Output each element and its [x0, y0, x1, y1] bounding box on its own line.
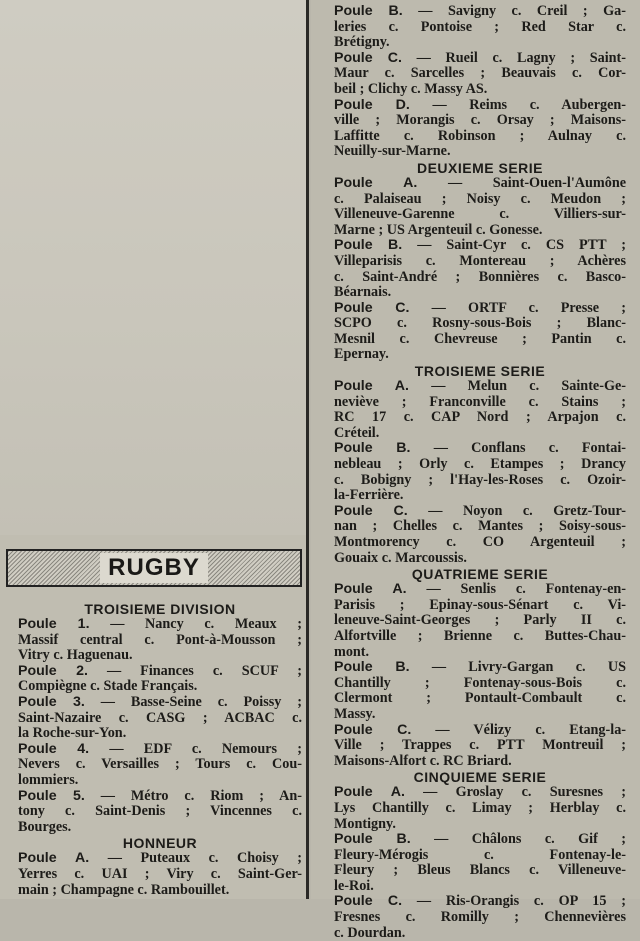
series-heading: HONNEUR — [122, 835, 198, 852]
poule-text: — Métro c. Riom ; An- — [100, 787, 302, 804]
poule-line — [18, 757, 302, 773]
blank-paper-area — [0, 0, 307, 535]
poule-line — [18, 695, 302, 711]
series-heading: TROISIEME SERIE — [414, 363, 546, 380]
section-title: RUGBY — [100, 553, 208, 583]
poule-line — [334, 785, 626, 801]
poule-text: Saint-Nazaire c. CASG ; ACBAC c. — [18, 709, 302, 726]
poule-line — [334, 238, 626, 254]
poule-text: Ville ; Trappes c. PTT Montreuil ; — [334, 737, 626, 754]
poule-text: RC 17 c. CAP Nord ; Arpajon c. — [334, 409, 626, 426]
poule-text: Béarnais. — [334, 284, 392, 301]
poule-text: Fresnes c. Romilly ; Chennevières — [334, 909, 626, 926]
poule-line — [334, 551, 626, 567]
poule-label: Poule D. — [334, 96, 410, 113]
poule-text: Créteil. — [334, 424, 380, 441]
poule-text: nan ; Chelles c. Mantes ; Soisy-sous- — [334, 518, 626, 535]
poule-line — [18, 742, 302, 758]
right-results-block — [334, 4, 626, 941]
poule-line — [334, 660, 626, 676]
poule-line — [334, 301, 626, 317]
poule-text: Parisis ; Epinay-sous-Sénart c. Vi- — [334, 596, 626, 613]
poule-text: Fleury-Mérogis c. Fontenay-le- — [334, 846, 626, 863]
poule-text: c. Palaiseau ; Noisy c. Meudon ; — [334, 190, 626, 207]
poule-line — [334, 613, 626, 629]
poule-line — [334, 457, 626, 473]
poule-text: lommiers. — [18, 771, 79, 788]
poule-text: Marne ; US Argenteuil c. Gonesse. — [334, 221, 543, 238]
series-heading: TROISIEME DIVISION — [84, 601, 236, 617]
poule-line — [334, 35, 626, 51]
poule-line — [334, 441, 626, 457]
poule-line — [334, 113, 626, 129]
series-heading: DEUXIEME SERIE — [416, 159, 544, 176]
poule-line — [334, 754, 626, 770]
poule-text: — Rueil c. Lagny ; Saint- — [416, 49, 626, 66]
poule-text: tony c. Saint-Denis ; Vincennes c. — [18, 803, 302, 820]
poule-line — [18, 804, 302, 820]
poule-line — [334, 82, 626, 98]
poule-text: mont. — [334, 643, 370, 660]
poule-text: Montmorency c. CO Argenteuil ; — [334, 534, 626, 550]
poule-line — [334, 738, 626, 754]
poule-line — [334, 910, 626, 926]
poule-label: Poule B. — [334, 3, 403, 19]
poule-text: Maisons-Alfort c. RC Briard. — [334, 752, 512, 769]
poule-text: ville ; Morangis c. Orsay ; Maisons- — [334, 112, 626, 129]
poule-line — [334, 629, 626, 645]
poule-text: Massy. — [334, 705, 376, 722]
poule-label: Poule B. — [334, 659, 410, 676]
poule-line — [334, 676, 626, 692]
poule-line — [334, 285, 626, 301]
poule-line — [334, 488, 626, 504]
poule-line — [334, 4, 626, 20]
poule-label: Poule 5. — [18, 787, 85, 804]
poule-text: la-Ferrière. — [334, 487, 404, 504]
poule-label: Poule C. — [334, 502, 408, 519]
poule-line — [18, 883, 302, 899]
poule-text: — Finances c. SCUF ; — [106, 662, 302, 679]
poule-line — [334, 817, 626, 833]
poule-label: Poule C. — [334, 49, 402, 66]
poule-text: Vitry c. Haguenau. — [18, 647, 133, 664]
poule-line — [18, 851, 302, 867]
poule-text: — Nancy c. Meaux ; — [110, 616, 303, 632]
poule-text: — Savigny c. Creil ; Ga- — [418, 3, 626, 19]
poule-line — [334, 129, 626, 145]
poule-line — [334, 598, 626, 614]
poule-text: — Vélizy c. Etang-la- — [435, 721, 627, 738]
poule-text: Villeneuve-Garenne c. Villiers-sur- — [334, 206, 626, 223]
poule-line — [18, 867, 302, 883]
poule-line — [334, 395, 626, 411]
series-heading: CINQUIEME SERIE — [413, 769, 547, 786]
poule-text: — Puteaux c. Choisy ; — [107, 850, 303, 867]
poule-text: Brétigny. — [334, 34, 390, 51]
poule-line — [18, 648, 302, 664]
poule-label: Poule B. — [334, 237, 403, 254]
poule-line — [334, 832, 626, 848]
poule-text: Massif central c. Pont-à-Mousson ; — [18, 631, 302, 648]
poule-line — [334, 863, 626, 879]
poule-line — [334, 848, 626, 864]
poule-line — [334, 20, 626, 36]
poule-line — [334, 410, 626, 426]
poule-text: — Reims c. Aubergen- — [432, 96, 626, 113]
rugby-banner — [6, 549, 302, 587]
poule-text: — Livry-Gargan c. US — [431, 659, 626, 676]
poule-line — [334, 879, 626, 895]
poule-text: — ORTF c. Presse ; — [431, 299, 627, 316]
poule-text: c. Dourdan. — [334, 924, 406, 941]
poule-text: le-Roi. — [334, 877, 374, 894]
poule-text: Epernay. — [334, 346, 389, 363]
poule-text: Compiègne c. Stade Français. — [18, 678, 198, 695]
poule-line — [334, 332, 626, 348]
poule-line — [334, 426, 626, 442]
poule-text: Nevers c. Versailles ; Tours c. Cou- — [18, 756, 302, 773]
column-rule — [306, 0, 309, 899]
poule-label: Poule A. — [18, 850, 90, 867]
poule-line — [334, 51, 626, 67]
poule-text: Clermont ; Pontault-Combault c. — [334, 690, 626, 707]
poule-text: — Basse-Seine c. Poissy ; — [100, 693, 302, 710]
poule-line — [334, 801, 626, 817]
left-results-block — [18, 601, 302, 898]
poule-line — [18, 820, 302, 836]
poule-line — [18, 773, 302, 789]
poule-label: Poule C. — [334, 299, 410, 316]
poule-text: SCPO c. Rosny-sous-Bois ; Blanc- — [334, 315, 626, 332]
poule-line — [334, 254, 626, 270]
poule-text: c. Bobigny ; l'Hay-les-Roses c. Ozoir- — [334, 471, 626, 488]
poule-line — [334, 582, 626, 598]
poule-line — [334, 270, 626, 286]
poule-line — [334, 707, 626, 723]
poule-label: Poule A. — [334, 784, 405, 801]
poule-text: Lys Chantilly c. Limay ; Herblay c. — [334, 799, 626, 816]
poule-label: Poule 2. — [18, 662, 88, 679]
poule-line — [334, 316, 626, 332]
poule-line — [334, 98, 626, 114]
poule-label: Poule C. — [334, 893, 403, 910]
poule-line — [18, 711, 302, 727]
poule-line — [334, 645, 626, 661]
poule-line — [18, 633, 302, 649]
poule-label: Poule B. — [334, 440, 411, 457]
poule-line — [334, 691, 626, 707]
poule-line — [334, 223, 626, 239]
poule-text: Gouaix c. Marcoussis. — [334, 549, 467, 566]
poule-label: Poule 1. — [18, 616, 90, 632]
poule-text: beil ; Clichy c. Massy AS. — [334, 80, 488, 97]
poule-text: Villeparisis c. Montereau ; Achères — [334, 252, 626, 269]
poule-line — [18, 679, 302, 695]
poule-text: neviève ; Franconville c. Stains ; — [334, 393, 626, 410]
poule-line — [18, 789, 302, 805]
poule-line — [334, 192, 626, 208]
poule-text: — Melun c. Sainte-Ge- — [431, 378, 626, 395]
poule-text: Maur c. Sarcelles ; Beauvais c. Cor- — [334, 65, 626, 82]
poule-text: Laffitte c. Robinson ; Aulnay c. — [334, 127, 626, 144]
poule-text: — Châlons c. Gif ; — [434, 831, 627, 848]
poule-text: Montigny. — [334, 815, 396, 832]
poule-text: la Roche-sur-Yon. — [18, 725, 127, 742]
poule-label: Poule A. — [334, 174, 418, 191]
series-heading: QUATRIEME SERIE — [411, 566, 549, 583]
poule-text: main ; Champagne c. Rambouillet. — [18, 881, 230, 898]
poule-line — [334, 379, 626, 395]
poule-line — [334, 176, 626, 192]
poule-line — [334, 144, 626, 160]
poule-line — [334, 66, 626, 82]
poule-text: c. Saint-André ; Bonnières c. Basco- — [334, 268, 626, 285]
poule-line — [334, 504, 626, 520]
poule-text: leneuve-Saint-Georges ; Parly II c. — [334, 612, 626, 629]
poule-text: — Groslay c. Suresnes ; — [423, 784, 626, 801]
poule-text: Mesnil c. Chevreuse ; Pantin c. — [334, 330, 626, 347]
poule-text: — Saint-Cyr c. CS PTT ; — [417, 237, 627, 254]
poule-label: Poule B. — [334, 831, 411, 848]
poule-line — [334, 473, 626, 489]
poule-text: Bourges. — [18, 818, 72, 835]
poule-label: Poule 4. — [18, 740, 90, 757]
poule-text: Yerres c. UAI ; Viry c. Saint-Ger- — [18, 865, 302, 882]
poule-text: Alfortville ; Brienne c. Buttes-Chau- — [334, 627, 626, 644]
poule-line — [334, 926, 626, 941]
poule-line — [18, 664, 302, 680]
poule-text: Chantilly ; Fontenay-sous-Bois c. — [334, 674, 626, 691]
poule-text: — Noyon c. Gretz-Tour- — [428, 502, 626, 519]
poule-text: — Saint-Ouen-l'Aumône — [447, 174, 627, 191]
poule-text: Neuilly-sur-Marne. — [334, 143, 451, 160]
poule-label: Poule A. — [334, 378, 409, 395]
poule-line — [18, 617, 302, 633]
poule-line — [334, 207, 626, 223]
poule-label: Poule A. — [334, 581, 407, 598]
poule-line — [334, 519, 626, 535]
poule-text: — Senlis c. Fontenay-en- — [426, 581, 627, 598]
poule-text: — Conflans c. Fontai- — [433, 440, 626, 457]
poule-label: Poule 3. — [18, 693, 85, 710]
poule-line — [18, 726, 302, 742]
poule-text: nebleau ; Orly c. Etampes ; Drancy — [334, 456, 626, 473]
poule-line — [334, 347, 626, 363]
poule-text: — EDF c. Nemours ; — [109, 740, 303, 757]
poule-line — [334, 535, 626, 551]
poule-text: Fleury ; Bleus Blancs c. Villeneuve- — [334, 862, 626, 879]
poule-text: — Ris-Orangis c. OP 15 ; — [416, 893, 627, 910]
poule-line — [334, 723, 626, 739]
poule-line — [334, 894, 626, 910]
poule-label: Poule C. — [334, 721, 412, 738]
poule-text: leries c. Pontoise ; Red Star c. — [334, 18, 626, 35]
